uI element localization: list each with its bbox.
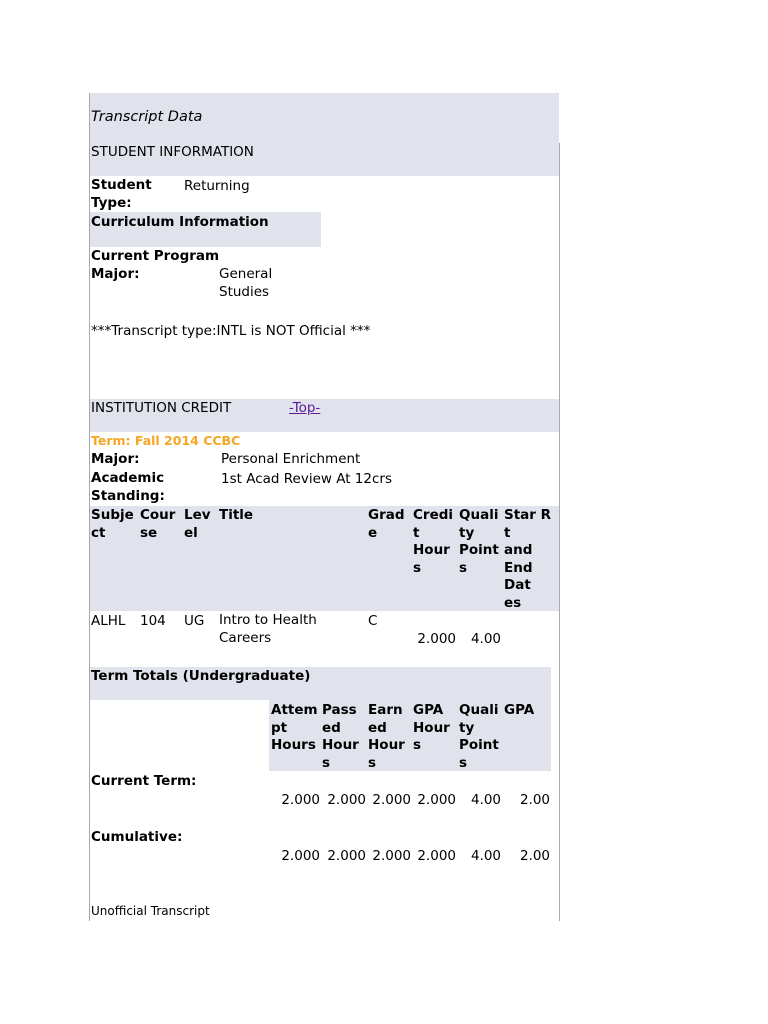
- academic-standing-value: 1st Acad Review At 12crs: [221, 471, 392, 487]
- major-label: Major:: [91, 266, 140, 282]
- col-header-grade: Grad e: [368, 507, 405, 541]
- current-term-label: Current Term:: [91, 773, 197, 789]
- current-quality-points: 4.00: [470, 792, 501, 808]
- totals-header-gpa-hours: GPA Hour s: [413, 702, 450, 753]
- current-program-label: Current Program: [91, 248, 220, 264]
- col-header-credit-hours: Credi t Hour s: [413, 507, 454, 576]
- right-border: [559, 143, 560, 921]
- curriculum-heading: Curriculum Information: [91, 214, 269, 230]
- current-attempt: 2.000: [281, 792, 320, 808]
- cell-level: UG: [184, 613, 205, 629]
- cumulative-earned: 2.000: [372, 848, 411, 864]
- current-passed: 2.000: [327, 792, 366, 808]
- totals-header-attempt: Attem pt Hours: [271, 702, 318, 753]
- col-header-title: Title: [219, 507, 254, 523]
- col-header-start-end-dates: Star R t and End Dat es: [504, 507, 552, 611]
- cell-quality-points: 4.00: [470, 631, 501, 647]
- col-header-level: Lev el: [184, 507, 211, 541]
- totals-header-passed: Pass ed Hour s: [322, 702, 359, 771]
- cumulative-passed: 2.000: [327, 848, 366, 864]
- cell-grade: C: [368, 613, 378, 629]
- transcript-type-note: ***Transcript type:INTL is NOT Official ***: [91, 323, 371, 339]
- cell-subject: ALHL: [91, 613, 126, 629]
- cumulative-gpa-hours: 2.000: [417, 848, 456, 864]
- top-link[interactable]: -Top-: [289, 400, 321, 416]
- col-header-course: Cour se: [140, 507, 176, 541]
- cumulative-quality-points: 4.00: [470, 848, 501, 864]
- cumulative-attempt: 2.000: [281, 848, 320, 864]
- footer-text: Unofficial Transcript: [91, 904, 210, 918]
- totals-header-earned: Earn ed Hour s: [368, 702, 405, 771]
- institution-heading: INSTITUTION CREDIT: [91, 400, 232, 416]
- cell-credit-hours: 2.000: [417, 631, 456, 647]
- student-type-value: Returning: [184, 178, 250, 194]
- cell-course: 104: [140, 613, 166, 629]
- term-major-value: Personal Enrichment: [221, 451, 361, 467]
- totals-header-quality-points: Quali ty Point s: [459, 702, 499, 771]
- term-label: Term: Fall 2014 CCBC: [91, 433, 241, 448]
- student-info-heading: STUDENT INFORMATION: [91, 144, 254, 160]
- page-title: Transcript Data: [91, 109, 203, 125]
- current-gpa-hours: 2.000: [417, 792, 456, 808]
- cell-title: Intro to Health Careers: [219, 612, 317, 646]
- major-value: General Studies: [219, 266, 273, 300]
- academic-standing-label: Academic Standing:: [91, 470, 165, 504]
- col-header-quality-points: Quali ty Point s: [459, 507, 499, 576]
- term-major-label: Major:: [91, 451, 140, 467]
- student-type-label: Student Type:: [91, 177, 152, 211]
- current-earned: 2.000: [372, 792, 411, 808]
- col-header-subject: Subje ct: [91, 507, 134, 541]
- current-gpa: 2.00: [519, 792, 550, 808]
- totals-header-gpa: GPA: [504, 702, 535, 718]
- title-band: [90, 93, 559, 176]
- cumulative-gpa: 2.00: [519, 848, 550, 864]
- term-totals-heading: Term Totals (Undergraduate): [91, 668, 311, 684]
- cumulative-label: Cumulative:: [91, 829, 183, 845]
